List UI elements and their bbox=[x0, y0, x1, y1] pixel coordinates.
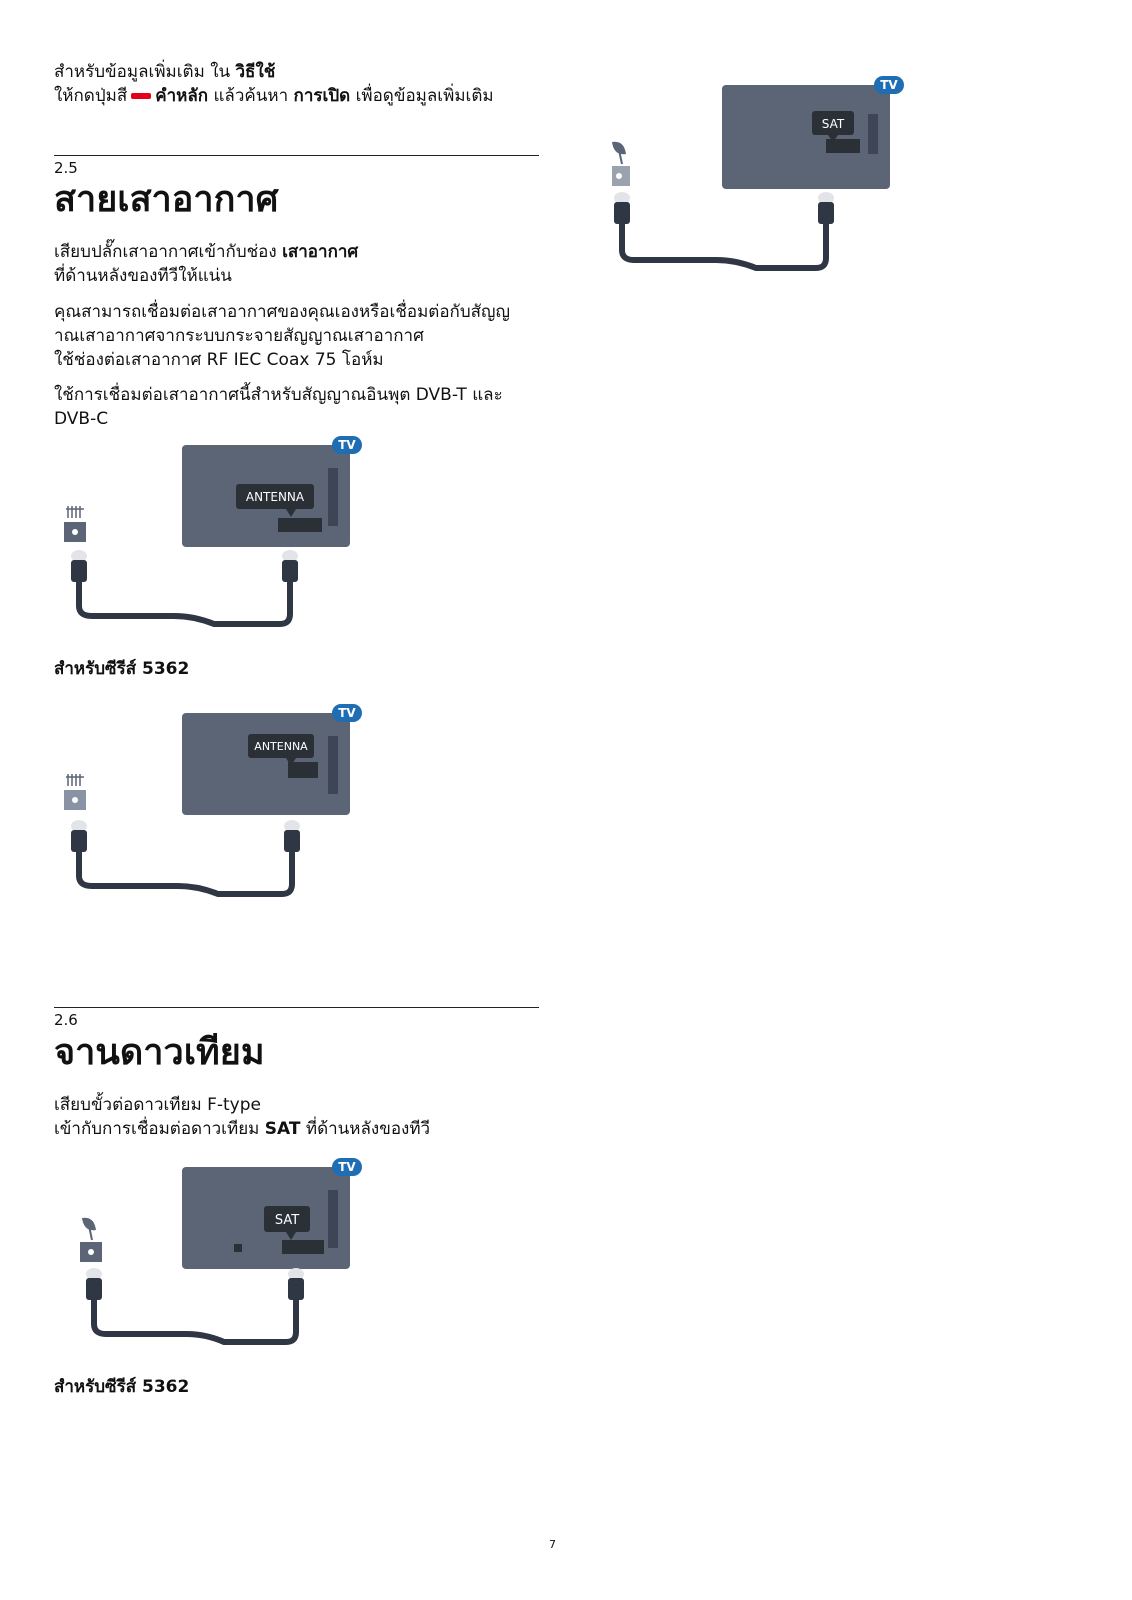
intro-text: ให้กดปุ่มสี bbox=[54, 86, 128, 106]
tv-stand-slot bbox=[328, 736, 338, 794]
satellite-connection-diagram-5362 bbox=[612, 76, 912, 291]
satellite-dish-icon bbox=[612, 142, 630, 186]
text: ใช้การเชื่อมต่อเสาอากาศนี้สำหรับสัญญาณอินพุต DVB-T และ bbox=[54, 385, 503, 405]
antenna-connection-diagram-5362 bbox=[54, 704, 374, 919]
antenna-connection-diagram bbox=[54, 436, 374, 651]
coax-plug-left-icon bbox=[71, 820, 87, 852]
coax-plug-right-icon bbox=[282, 550, 298, 582]
text: เข้ากับการเชื่อมต่อดาวเทียม bbox=[54, 1119, 265, 1139]
sat-port bbox=[826, 139, 860, 153]
antenna-paragraph-3 bbox=[54, 383, 554, 431]
tv-badge-label: TV bbox=[880, 78, 898, 92]
antenna-port bbox=[288, 762, 318, 778]
tv-badge-label: TV bbox=[338, 1160, 356, 1174]
antenna-port-label: ANTENNA bbox=[254, 740, 308, 753]
intro-line-1 bbox=[54, 60, 554, 84]
coax-cable bbox=[622, 224, 826, 268]
text: DVB-C bbox=[54, 409, 109, 429]
section-divider bbox=[54, 155, 539, 156]
coax-plug-right-icon bbox=[818, 192, 834, 224]
intro-paragraph bbox=[54, 60, 554, 108]
satellite-paragraph-1 bbox=[54, 1093, 554, 1141]
tv-badge-label: TV bbox=[338, 706, 356, 720]
series-caption: สำหรับซีรีส์ 5362 bbox=[54, 659, 190, 679]
coax-plug-right-icon bbox=[284, 820, 300, 852]
antenna-paragraph-2 bbox=[54, 300, 554, 372]
text: ที่ด้านหลังของทีวี bbox=[300, 1119, 431, 1139]
section-title: สายเสาอากาศ bbox=[54, 179, 279, 220]
search-term-text: การเปิด bbox=[293, 86, 351, 106]
antenna-port-label: ANTENNA bbox=[245, 490, 305, 504]
text: เสียบปลั๊กเสาอากาศเข้ากับช่อง bbox=[54, 242, 283, 262]
red-key-icon bbox=[131, 93, 151, 99]
text: คุณสามารถเชื่อมต่อเสาอากาศของคุณเองหรือเชื่อมต่อกับสัญญ bbox=[54, 302, 510, 322]
satellite-connection-diagram bbox=[54, 1158, 374, 1363]
section-number: 2.6 bbox=[54, 1011, 78, 1029]
sat-port-label: SAT bbox=[821, 117, 845, 131]
keyword-text: คำหลัก bbox=[155, 86, 209, 106]
tv-stand-slot bbox=[328, 1190, 338, 1248]
section-number: 2.5 bbox=[54, 159, 78, 177]
coax-plug-left-icon bbox=[86, 1268, 102, 1300]
section-title: จานดาวเทียม bbox=[54, 1032, 265, 1073]
aux-port bbox=[234, 1244, 242, 1252]
intro-line-2 bbox=[54, 84, 554, 108]
text: าณเสาอากาศจากระบบกระจายสัญญาณเสาอากาศ bbox=[54, 326, 424, 346]
intro-text: สำหรับข้อมูลเพิ่มเติม ใน bbox=[54, 62, 236, 82]
intro-text: เพื่อดูข้อมูลเพิ่มเติม bbox=[350, 86, 494, 106]
sat-port-name: SAT bbox=[264, 1119, 301, 1139]
page-number: 7 bbox=[549, 1538, 556, 1551]
antenna-paragraph-1 bbox=[54, 240, 554, 288]
tv-stand-slot bbox=[868, 114, 878, 154]
antenna-port-name: เสาอากาศ bbox=[282, 242, 359, 262]
antenna-port bbox=[278, 518, 322, 532]
coax-plug-left-icon bbox=[614, 192, 630, 224]
help-link-text: วิธีใช้ bbox=[235, 62, 276, 82]
series-caption: สำหรับซีรีส์ 5362 bbox=[54, 1377, 190, 1397]
tv-panel bbox=[182, 713, 350, 815]
section-divider bbox=[54, 1007, 539, 1008]
coax-plug-right-icon bbox=[288, 1268, 304, 1300]
coax-cable bbox=[79, 582, 290, 624]
text: ใช้ช่องต่อเสาอากาศ RF IEC Coax 75 โอห์ม bbox=[54, 350, 384, 370]
satellite-dish-icon bbox=[80, 1218, 102, 1262]
sat-port bbox=[282, 1240, 324, 1254]
wall-antenna-icon bbox=[64, 774, 86, 810]
tv-badge-label: TV bbox=[338, 438, 356, 452]
intro-text: แล้วค้นหา bbox=[208, 86, 294, 106]
coax-plug-left-icon bbox=[71, 550, 87, 582]
text: เสียบขั้วต่อดาวเทียม F-type bbox=[54, 1095, 261, 1115]
coax-cable bbox=[79, 852, 292, 894]
sat-port-label: SAT bbox=[274, 1213, 300, 1228]
coax-cable bbox=[94, 1300, 296, 1342]
tv-panel bbox=[722, 85, 890, 189]
text: ที่ด้านหลังของทีวีให้แน่น bbox=[54, 266, 232, 286]
wall-antenna-icon bbox=[64, 506, 86, 542]
tv-stand-slot bbox=[328, 468, 338, 526]
